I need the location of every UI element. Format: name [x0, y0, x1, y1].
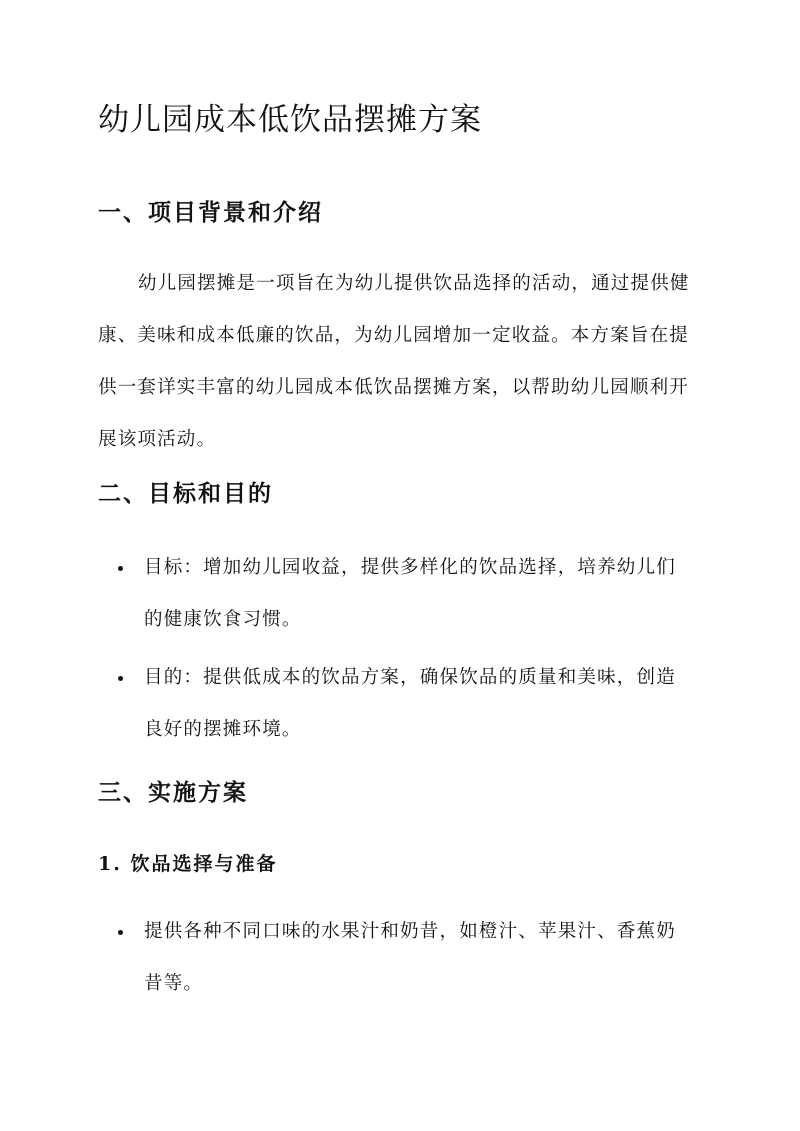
section-heading-goals: 二、目标和目的	[98, 480, 273, 507]
bullet-icon	[118, 676, 123, 681]
section-heading-background: 一、项目背景和介绍	[98, 199, 323, 226]
list-item-text: 提供各种不同口味的水果汁和奶昔，如橙汁、苹果汁、香蕉奶昔等。	[144, 921, 676, 994]
bullet-icon	[118, 566, 123, 571]
list-item-text: 目标：增加幼儿园收益，提供多样化的饮品选择，培养幼儿们的健康饮食习惯。	[144, 557, 676, 630]
bullet-icon	[118, 930, 123, 935]
list-item-text: 目的：提供低成本的饮品方案，确保饮品的质量和美味，创造良好的摆摊环境。	[144, 667, 676, 740]
document-title: 幼儿园成本低饮品摆摊方案	[98, 102, 482, 138]
list-item-drink-options	[118, 906, 702, 1010]
list-item-purpose	[118, 652, 702, 756]
section-heading-implementation: 三、实施方案	[98, 779, 248, 806]
subsection-heading-drink-selection: 1. 饮品选择与准备	[98, 853, 278, 875]
list-item-goal	[118, 542, 702, 646]
section-paragraph-background: 幼儿园摆摊是一项旨在为幼儿提供饮品选择的活动，通过提供健康、美味和成本低廉的饮品，为幼儿园增加一定收益。本方案旨在提供一套详实丰富的幼儿园成本低饮品摆摊方案，以帮助幼儿园顺利开展该项活动。	[98, 273, 690, 450]
